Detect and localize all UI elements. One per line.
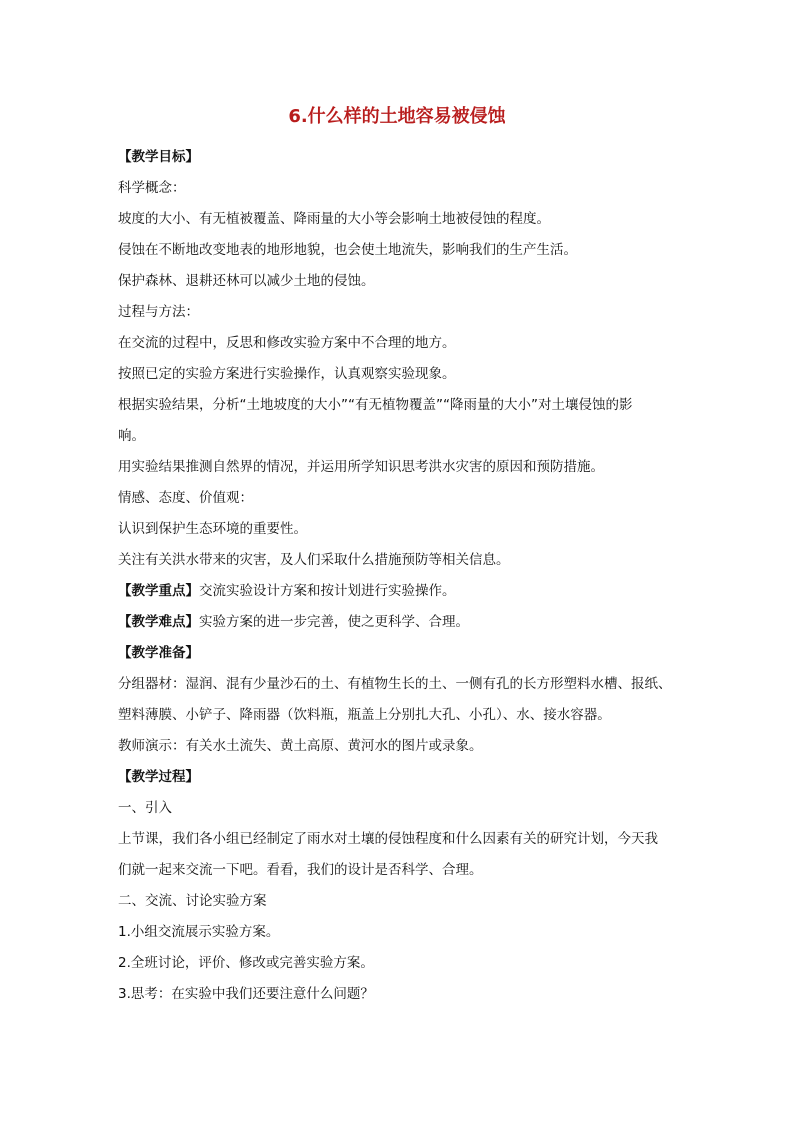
paragraph-line: 按照已定的实验方案进行实验操作，认真观察实验现象。 bbox=[118, 366, 456, 382]
teaching-focus-label: 【教学重点】 bbox=[118, 583, 199, 599]
subheading-process-methods: 过程与方法： bbox=[118, 304, 199, 320]
teaching-difficulty-text: 实验方案的进一步完善，使之更科学、合理。 bbox=[199, 614, 469, 630]
paragraph-line: 在交流的过程中，反思和修改实验方案中不合理的地方。 bbox=[118, 335, 456, 351]
paragraph-line: 分组器材：湿润、混有少量沙石的土、有植物生长的土、一侧有孔的长方形塑料水槽、报纸、 bbox=[118, 676, 672, 692]
paragraph-line: 认识到保护生态环境的重要性。 bbox=[118, 521, 307, 537]
list-item: 1.小组交流展示实验方案。 bbox=[118, 924, 280, 940]
paragraph-line: 坡度的大小、有无植被覆盖、降雨量的大小等会影响土地被侵蚀的程度。 bbox=[118, 211, 550, 227]
paragraph-line: 响。 bbox=[118, 428, 145, 444]
teaching-focus-line bbox=[118, 576, 678, 607]
teaching-focus-text: 交流实验设计方案和按计划进行实验操作。 bbox=[199, 583, 456, 599]
paragraph-line: 关注有关洪水带来的灾害，及人们采取什么措施预防等相关信息。 bbox=[118, 552, 510, 568]
paragraph-line: 教师演示：有关水土流失、黄土高原、黄河水的图片或录象。 bbox=[118, 738, 483, 754]
section-heading-teaching-preparation: 【教学准备】 bbox=[118, 645, 199, 661]
subheading-discussion: 二、交流、讨论实验方案 bbox=[118, 893, 267, 909]
teaching-difficulty-label: 【教学难点】 bbox=[118, 614, 199, 630]
paragraph-line: 上节课，我们各小组已经制定了雨水对土壤的侵蚀程度和什么因素有关的研究计划，今天我 bbox=[118, 831, 658, 847]
teaching-difficulty-line bbox=[118, 607, 678, 638]
paragraph-line: 侵蚀在不断地改变地表的地形地貌，也会使土地流失，影响我们的生产生活。 bbox=[118, 242, 577, 258]
subheading-introduction: 一、引入 bbox=[118, 800, 172, 816]
list-item: 3.思考：在实验中我们还要注意什么问题？ bbox=[118, 986, 374, 1002]
paragraph-line: 保护森林、退耕还林可以减少土地的侵蚀。 bbox=[118, 273, 375, 289]
subheading-emotion-values: 情感、态度、价值观： bbox=[118, 490, 253, 506]
section-heading-teaching-goals: 【教学目标】 bbox=[118, 149, 199, 165]
subheading-science-concepts: 科学概念： bbox=[118, 180, 186, 196]
document-title: 6.什么样的土地容易被侵蚀 bbox=[288, 106, 506, 127]
list-item: 2.全班讨论，评价、修改或完善实验方案。 bbox=[118, 955, 374, 971]
paragraph-line: 们就一起来交流一下吧。看看，我们的设计是否科学、合理。 bbox=[118, 862, 483, 878]
section-heading-teaching-process: 【教学过程】 bbox=[118, 769, 199, 785]
document-body bbox=[118, 142, 678, 1010]
paragraph-line: 用实验结果推测自然界的情况，并运用所学知识思考洪水灾害的原因和预防措施。 bbox=[118, 459, 604, 475]
paragraph-line: 根据实验结果，分析“土地坡度的大小”“有无植物覆盖”“降雨量的大小”对土壤侵蚀的影 bbox=[118, 397, 633, 413]
paragraph-line: 塑料薄膜、小铲子、降雨器（饮料瓶，瓶盖上分别扎大孔、小孔）、水、接水容器。 bbox=[118, 707, 611, 723]
